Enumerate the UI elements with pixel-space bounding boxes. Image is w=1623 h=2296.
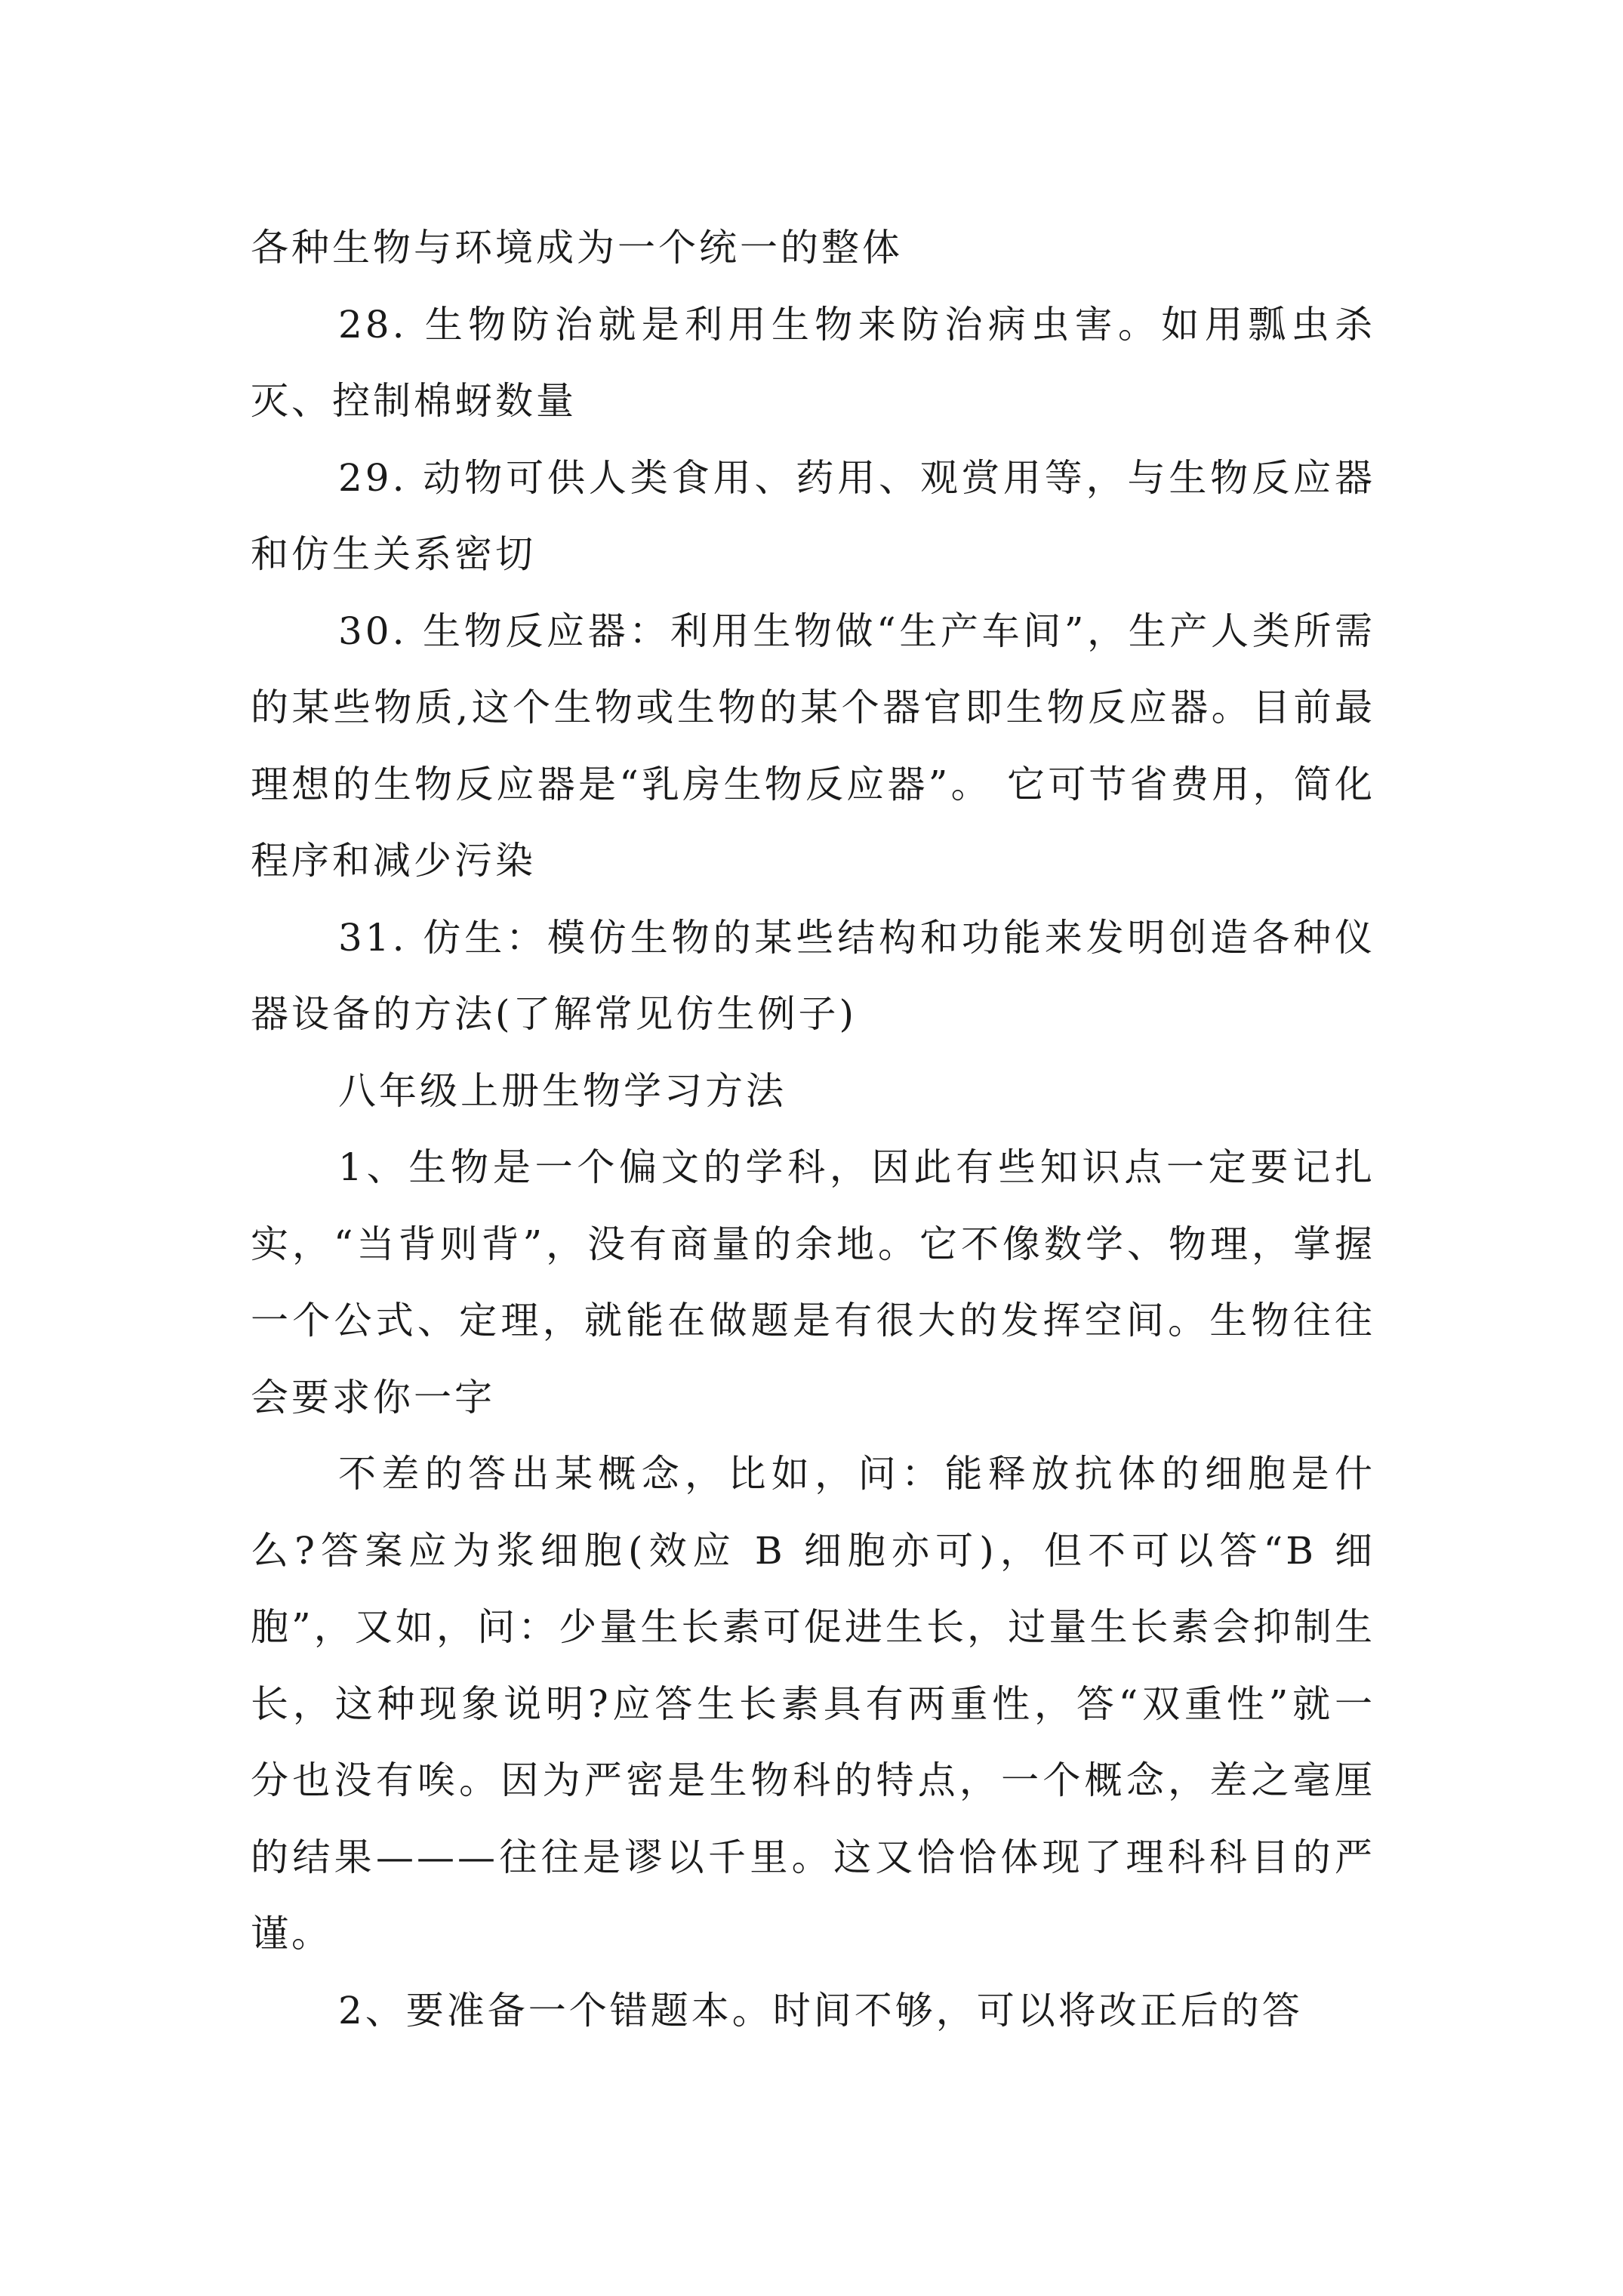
paragraph-continued: 各种生物与环境成为一个统一的整体	[251, 226, 903, 270]
document-page	[251, 210, 1375, 2049]
paragraph-item-28: 28. 生物防治就是利用生物来防治病虫害。如用瓢虫杀灭、控制棉蚜数量	[251, 302, 1375, 423]
paragraph-method-1-continued: 不差的答出某概念，比如，问：能释放抗体的细胞是什么?答案应为浆细胞(效应 B 细胞亦可)，但不可以答“B 细胞”，又如，问：少量生长素可促进生长，过量生长素会抑制生长，这种现象说明?应答生长素具有两重性，答“双重性”就一分也没有唉。因为严密是生物科的特点，一个概念，差之毫厘的结果———往往是谬以千里。这又恰恰体现了理科科目的严谨。	[251, 1452, 1375, 1955]
section-heading: 八年级上册生物学习方法	[338, 1068, 787, 1113]
paragraph-method-2: 2、要准备一个错题本。时间不够，可以将改正后的答	[338, 1988, 1303, 2032]
paragraph-item-29: 29. 动物可供人类食用、药用、观赏用等，与生物反应器和仿生关系密切	[251, 455, 1375, 576]
paragraph-method-1: 1、生物是一个偏文的学科，因此有些知识点一定要记扎实，“当背则背”，没有商量的余地。它不像数学、物理，掌握一个公式、定理，就能在做题是有很大的发挥空间。生物往往会要求你一字	[251, 1145, 1375, 1419]
paragraph-item-31: 31. 仿生：模仿生物的某些结构和功能来发明创造各种仪器设备的方法(了解常见仿生例子)	[251, 915, 1375, 1036]
paragraph-item-30: 30. 生物反应器：利用生物做“生产车间”，生产人类所需的某些物质,这个生物或生物的某个器官即生物反应器。目前最理想的生物反应器是“乳房生物反应器”。 它可节省费用，简化程序和减少污染	[251, 609, 1375, 883]
